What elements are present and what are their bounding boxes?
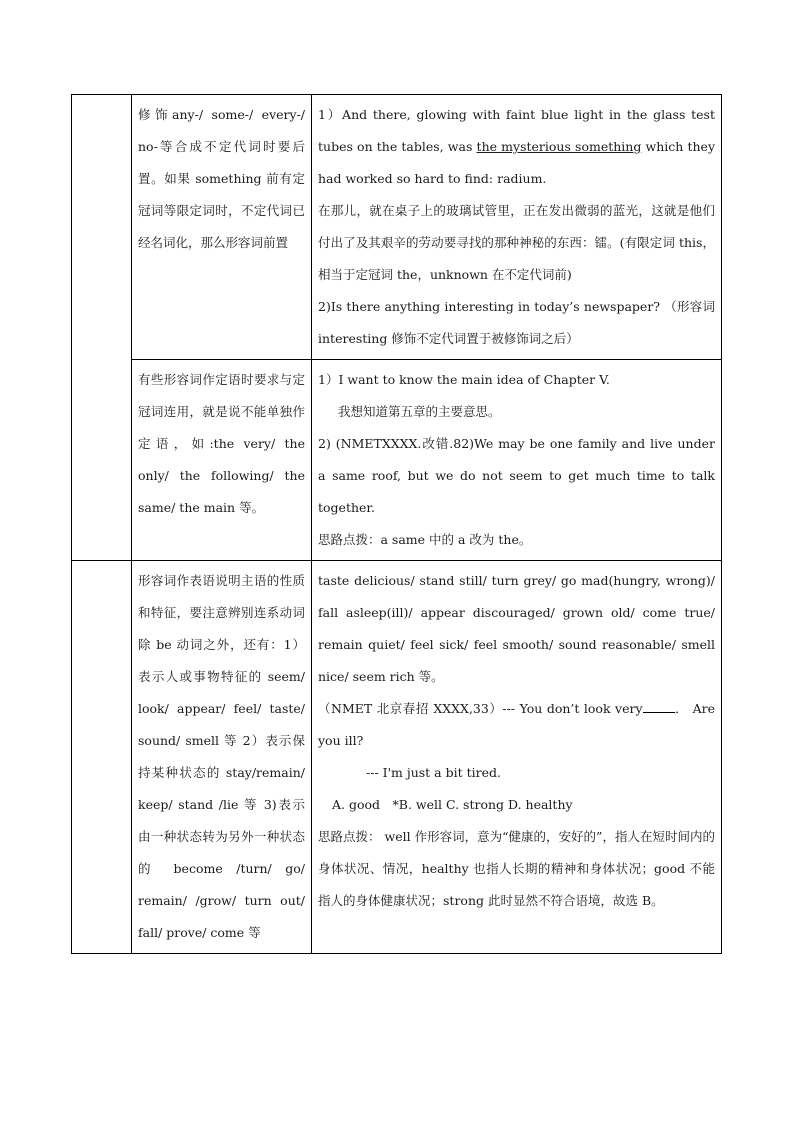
answer-blank — [643, 700, 675, 713]
example-translation: 在那儿，就在桌子上的玻璃试管里，正在发出微弱的蓝光，这就是他们付出了及其艰辛的劳动要寻找的那种神秘的东西：镭。(有限定词 this，相当于定冠词 the，unknown 在不定代词前) — [318, 203, 715, 282]
category-cell — [72, 561, 132, 954]
example-sentence: 2)Is there anything interesting in today’s newspaper? （形容词 interesting 修饰不定代词置于被修饰词之后） — [318, 299, 715, 346]
example-cell — [312, 561, 722, 954]
example-sentence: 1）I want to know the main idea of Chapter V. — [318, 372, 610, 387]
example-sentence: 2) (NMETXXXX.改错.82)We may be one family and live under a same roof, but we do not seem to get much time to talk together. — [318, 436, 715, 515]
hint-text: 思路点拨：a same 中的 a 改为 the。 — [318, 532, 532, 547]
underlined-phrase: the mysterious something — [476, 139, 642, 154]
table-row — [72, 561, 722, 954]
category-cell — [72, 95, 132, 561]
rule-cell: 修饰any-/ some-/ every-/ no-等合成不定代词时要后置。如果 something 前有定冠词等限定词时，不定代词已经名词化，那么形容词前置 — [132, 95, 312, 360]
example-translation: 我想知道第五章的主要意思。 — [338, 404, 501, 419]
table-row — [72, 360, 722, 561]
example-cell — [312, 360, 722, 561]
table-row — [72, 95, 722, 360]
example-cell — [312, 95, 722, 360]
exam-question: （NMET 北京春招 XXXX,33）--- You don’t look very ． Are you ill? — [318, 701, 715, 748]
collocation-list: taste delicious/ stand still/ turn grey/ go mad(hungry, wrong)/ fall asleep(ill)/ appear discouraged/ grown old/ come true/ remain quiet/ feel sick/ feel smooth/ sound reasonable/ smell nice/ seem rich 等。 — [318, 573, 715, 684]
dialogue-answer: --- I'm just a bit tired. — [366, 765, 501, 780]
answer-options: A. good *B. well C. strong D. healthy — [332, 797, 573, 812]
rule-cell: 有些形容词作定语时要求与定冠词连用，就是说不能单独作定语，如:the very/ the only/ the following/ the same/ the main 等。 — [132, 360, 312, 561]
example-sentence: 1）And there, glowing with faint blue light in the glass test tubes on the tables, was the mysterious something which they had worked so hard to find: radium. — [318, 107, 715, 186]
rule-cell: 形容词作表语说明主语的性质和特征，要注意辨别连系动词除 be 动词之外，还有：1）表示人或事物特征的 seem/ look/ appear/ feel/ taste/ sound/ smell 等 2）表示保持某种状态的 stay/remain/ keep/ stand /lie 等 3)表示由一种状态转为另外一种状态的 become /turn/ go/ remain/ /grow/ turn out/ fall/ prove/ come 等 — [132, 561, 312, 954]
grammar-table — [71, 94, 722, 954]
hint-text: 思路点拨： well 作形容词，意为“健康的，安好的”，指人在短时间内的身体状况、情况，healthy 也指人长期的精神和身体状况；good 不能指人的身体健康状况；strong 此时显然不符合语境，故选 B。 — [318, 829, 715, 908]
